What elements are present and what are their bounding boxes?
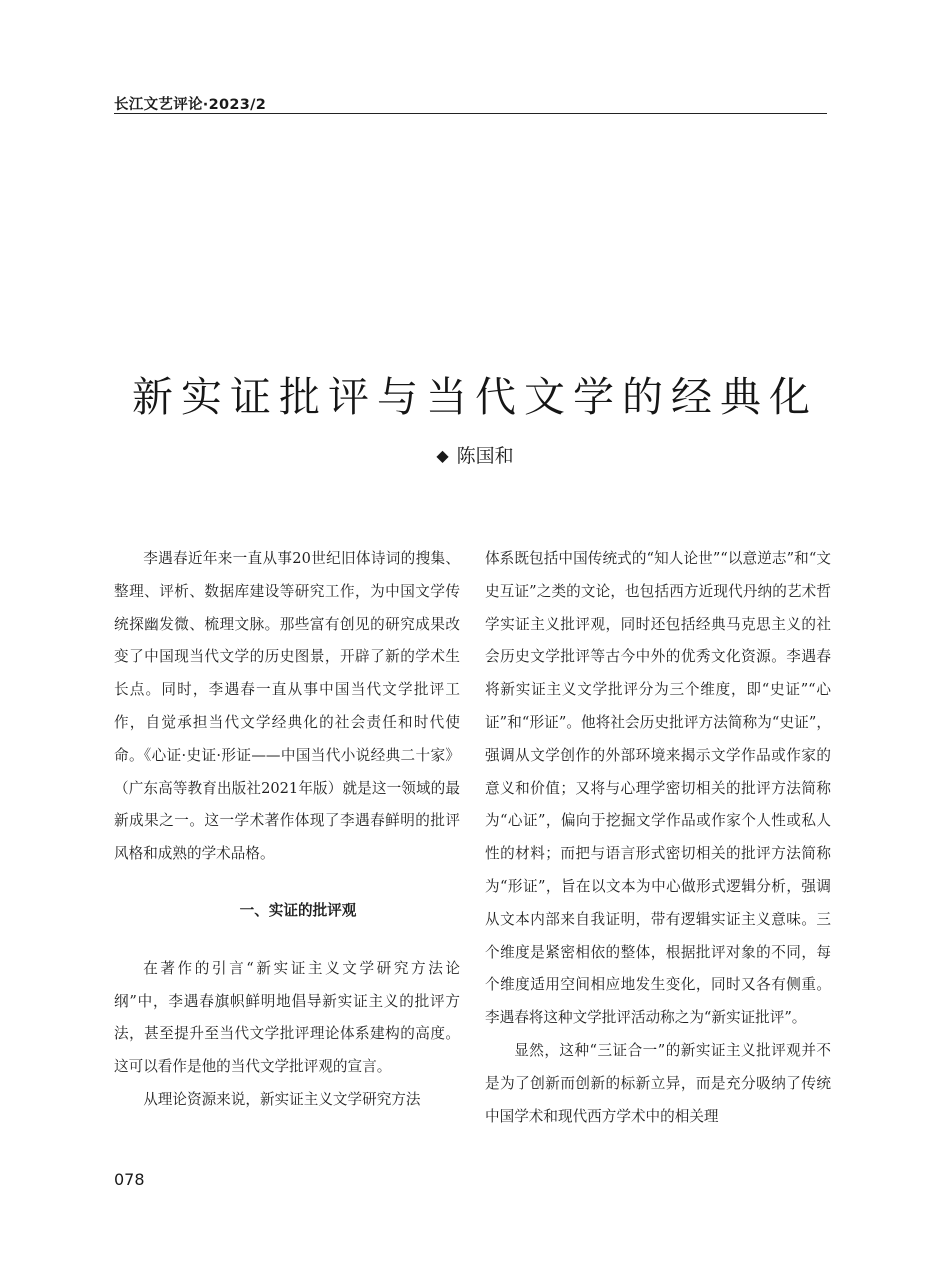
paragraph: 在著作的引言“新实证主义文学研究方法论纲”中，李遇春旗帜鲜明地倡导新实证主义的批评方法，甚至提升至当代文学批评理论体系建构的高度。这可以看作是他的当代文学批评观的宣言。 [114,959,460,1076]
header-rule [114,113,827,114]
paragraph: 体系既包括中国传统式的“知人论世”“以意逆志”和“文史互证”之类的文论，也包括西方近现代丹纳的艺术哲学实证主义批评观，同时还包括经典马克思主义的社会历史文学批评等古今中外的优秀文化资源。李遇春将新实证主义文学批评分为三个维度，即“史证”“心证”和“形证”。他将社会历史批评方法简称为“史证”，强调从文学创作的外部环境来揭示文学作品或作家的意义和价值；又将与心理学密切相关的批评方法简称为“心证”，偏向于挖掘文学作品或作家个人性或私人性的材料；而把与语言形式密切相关的批评方法简称为“形证”，旨在以文本为中心做形式逻辑分析，强调从文本内部来自我证明，带有逻辑实证主义意味。三个维度是紧密相依的整体，根据批评对象的不同，每个维度适用空间相应地发生变化，同时又各有侧重。李遇春将这种文学批评活动称之为“新实证批评”。 [485,550,831,1027]
left-column [114,543,460,1117]
paragraph: 李遇春近年来一直从事20世纪旧体诗词的搜集、整理、评析、数据库建设等研究工作，为中国文学传统探幽发微、梳理文脉。那些富有创见的研究成果改变了中国现当代文学的历史图景，开辟了新的学术生长点。同时，李遇春一直从事中国当代文学批评工作，自觉承担当代文学经典化的社会责任和时代使命。《心证·史证·形证——中国当代小说经典二十家》（广东高等教育出版社2021年版）就是这一领域的最新成果之一。这一学术著作体现了李遇春鲜明的批评风格和成熟的学术品格。 [114,550,460,863]
article-title: 新实证批评与当代文学的经典化 [132,373,818,421]
running-header: 长江文艺评论·2023/2 [114,97,267,113]
author-name: 陈国和 [456,445,514,467]
paragraph: 显然，这种“三证合一”的新实证主义批评观并不是为了创新而创新的标新立异，而是充分吸纳了传统中国学术和现代西方学术中的相关理 [485,1041,831,1125]
diamond-icon: ◆ [436,446,449,465]
section-heading: 一、实证的批评观 [239,901,357,919]
right-column [485,543,831,1133]
paragraph: 从理论资源来说，新实证主义文学研究方法 [143,1090,421,1108]
page-number: 078 [114,1170,145,1189]
author-line [0,441,950,468]
